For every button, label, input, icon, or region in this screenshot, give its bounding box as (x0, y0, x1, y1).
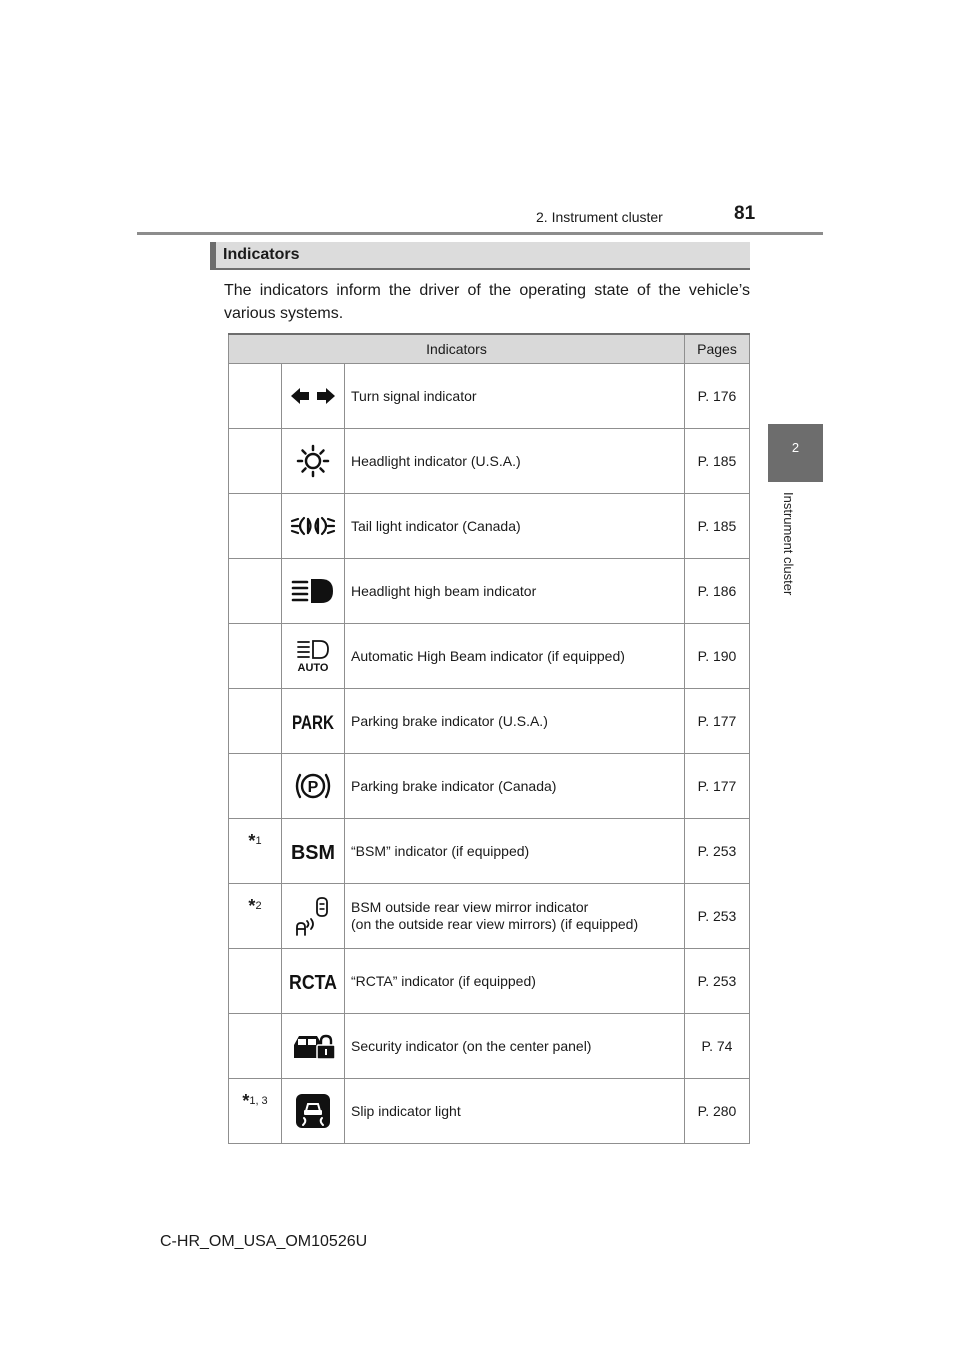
row-page-ref: P. 176 (685, 364, 750, 429)
row-description: Tail light indicator (Canada) (345, 494, 685, 559)
footnote-star: * (248, 831, 256, 851)
row-description: Headlight indicator (U.S.A.) (345, 429, 685, 494)
turn-signal-arrows-icon (289, 385, 337, 407)
intro-paragraph: The indicators inform the driver of the operating state of the vehicle’s various systems. (224, 282, 750, 322)
row-icon-cell (282, 364, 345, 429)
row-description: “RCTA” indicator (if equipped) (345, 949, 685, 1014)
row-description: Security indicator (on the center panel) (345, 1014, 685, 1079)
pages-column-header: Pages (685, 334, 750, 364)
table-row (229, 494, 750, 559)
row-description: “BSM” indicator (if equipped) (345, 819, 685, 884)
row-note (229, 624, 282, 689)
row-description: Slip indicator light (345, 1079, 685, 1144)
table-row (229, 754, 750, 819)
row-note (229, 559, 282, 624)
page-number: 81 (734, 203, 756, 224)
row-page-ref: P. 253 (685, 884, 750, 949)
footnote-star: * (242, 1091, 250, 1111)
row-icon-cell (282, 429, 345, 494)
table-row (229, 884, 750, 949)
svg-text:PARK: PARK (292, 713, 335, 734)
high-beam-icon (291, 577, 335, 605)
row-page-ref: P. 185 (685, 429, 750, 494)
row-note (229, 1014, 282, 1079)
bsm-mirror-icon (293, 895, 333, 937)
row-description-line: (on the outside rear view mirrors) (if equipped) (351, 916, 639, 932)
slip-car-icon (295, 1093, 331, 1129)
svg-text:RCTA: RCTA (289, 972, 337, 994)
row-page-ref: P. 74 (685, 1014, 750, 1079)
row-icon-cell (282, 1014, 345, 1079)
footnote-star: * (248, 896, 256, 916)
row-icon-cell (282, 689, 345, 754)
rcta-text-icon (287, 968, 339, 994)
table-row (229, 624, 750, 689)
table-row (229, 559, 750, 624)
table-row (229, 949, 750, 1014)
section-heading (210, 242, 750, 270)
row-description: Turn signal indicator (345, 364, 685, 429)
row-note (229, 949, 282, 1014)
table-row (229, 689, 750, 754)
row-page-ref: P. 253 (685, 819, 750, 884)
row-note (229, 884, 282, 949)
row-icon-cell (282, 559, 345, 624)
row-page-ref: P. 280 (685, 1079, 750, 1144)
table-row (229, 1079, 750, 1144)
row-note (229, 754, 282, 819)
row-note (229, 1079, 282, 1144)
svg-text:AUTO: AUTO (297, 662, 329, 674)
row-note (229, 819, 282, 884)
row-description: Headlight high beam indicator (345, 559, 685, 624)
row-description: Parking brake indicator (Canada) (345, 754, 685, 819)
row-icon-cell (282, 754, 345, 819)
row-icon-cell (282, 819, 345, 884)
headlight-sun-icon (295, 443, 331, 479)
chapter-tab (768, 424, 823, 482)
footnote-number: 1 (255, 835, 262, 847)
row-page-ref: P. 186 (685, 559, 750, 624)
row-page-ref: P. 177 (685, 689, 750, 754)
security-lock-car-icon (291, 1031, 335, 1061)
table-row (229, 364, 750, 429)
footnote-number: 1, 3 (249, 1095, 268, 1107)
row-description: Parking brake indicator (U.S.A.) (345, 689, 685, 754)
row-icon-cell (282, 949, 345, 1014)
row-icon-cell (282, 884, 345, 949)
row-note (229, 494, 282, 559)
svg-text:P: P (307, 779, 319, 796)
row-description: Automatic High Beam indicator (if equipped) (345, 624, 685, 689)
indicators-table (228, 333, 750, 1144)
row-icon-cell (282, 1079, 345, 1144)
row-page-ref: P. 185 (685, 494, 750, 559)
document-code-footer: C-HR_OM_USA_OM10526U (160, 1233, 368, 1250)
table-row (229, 819, 750, 884)
row-note (229, 429, 282, 494)
row-note (229, 689, 282, 754)
table-row (229, 429, 750, 494)
table-row (229, 1014, 750, 1079)
park-text-icon (290, 709, 336, 733)
table-header-row (229, 334, 750, 364)
svg-text:BSM: BSM (291, 842, 335, 864)
row-page-ref: P. 253 (685, 949, 750, 1014)
row-description (345, 884, 685, 949)
header-section-title: 2. Instrument cluster (536, 209, 663, 225)
row-note (229, 364, 282, 429)
tail-light-icon (290, 513, 336, 539)
indicators-column-header: Indicators (229, 334, 685, 364)
row-icon-cell (282, 494, 345, 559)
auto-high-beam-icon (292, 639, 334, 673)
row-page-ref: P. 190 (685, 624, 750, 689)
parking-brake-p-icon (293, 769, 333, 803)
row-page-ref: P. 177 (685, 754, 750, 819)
chapter-tab-label: Instrument cluster (781, 492, 796, 596)
row-icon-cell (282, 624, 345, 689)
footnote-number: 2 (255, 900, 262, 912)
chapter-tab-number: 2 (791, 440, 800, 455)
bsm-text-icon (289, 838, 337, 864)
row-description-line: BSM outside rear view mirror indicator (351, 899, 589, 915)
section-heading-text: Indicators (223, 246, 300, 263)
header-rule (137, 232, 823, 235)
